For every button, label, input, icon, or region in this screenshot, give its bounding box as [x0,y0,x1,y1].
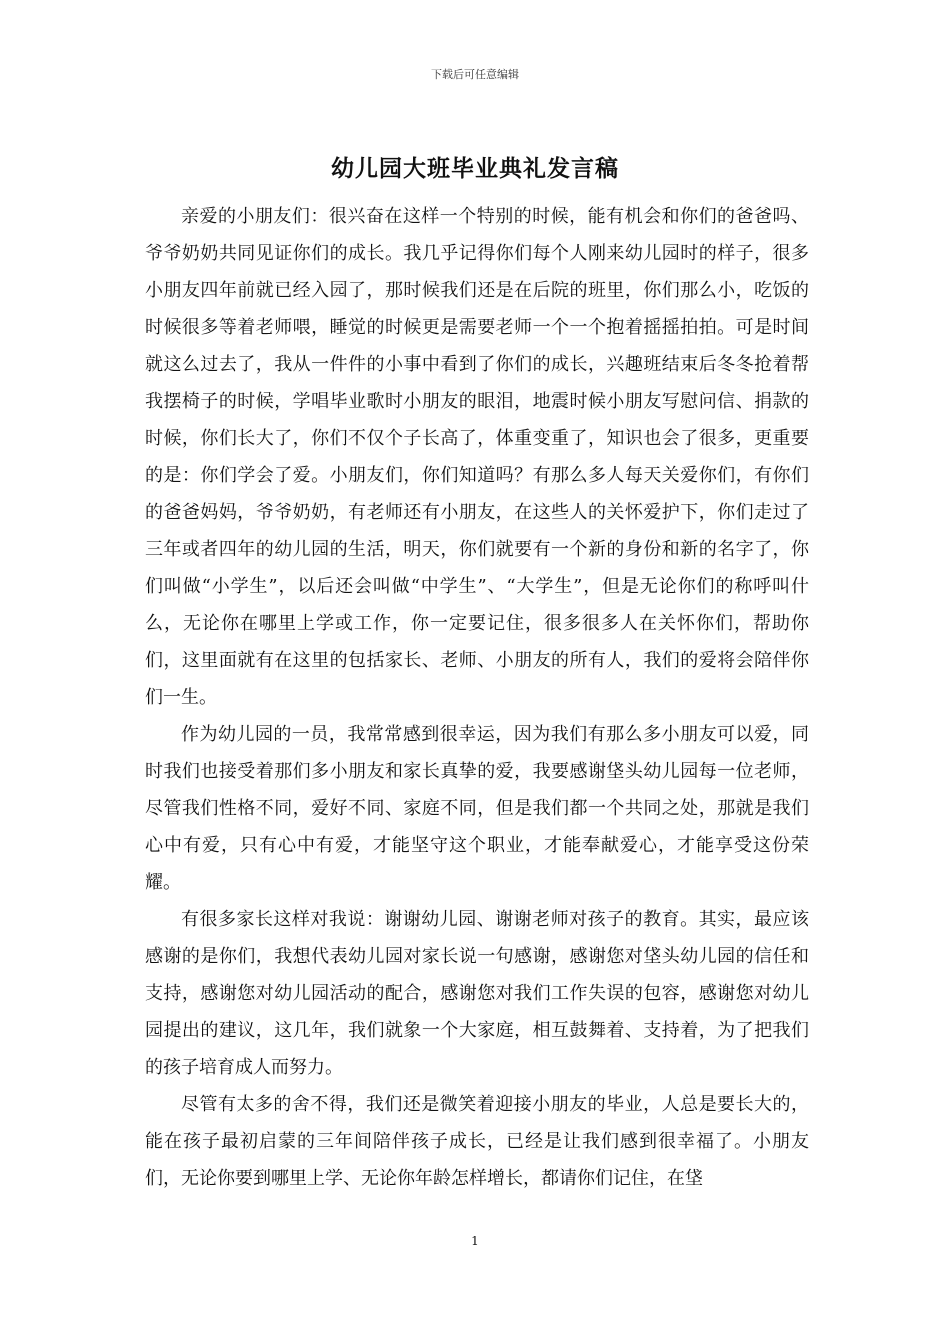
paragraph-3: 有很多家长这样对我说：谢谢幼儿园、谢谢老师对孩子的教育。其实，最应该感谢的是你们，我想代表幼儿园对家长说一句感谢，感谢您对垡头幼儿园的信任和支持，感谢您对幼儿园活动的配合，感谢您对我们工作失误的包容，感谢您对幼儿园提出的建议，这几年，我们就象一个大家庭，相互鼓舞着、支持着，为了把我们的孩子培育成人而努力。 [145,909,809,1078]
document-title: 幼儿园大班毕业典礼发言稿 [331,155,619,182]
paragraph-1: 亲爱的小朋友们：很兴奋在这样一个特别的时候，能有机会和你们的爸爸吗、爷爷奶奶共同见证你们的成长。我几乎记得你们每个人刚来幼儿园时的样子，很多小朋友四年前就已经入园了，那时候我们还是在后院的班里，你们那么小，吃饭的时候很多等着老师喂，睡觉的时候更是需要老师一个一个抱着摇摇拍拍。可是时间就这么过去了，我从一件件的小事中看到了你们的成长，兴趣班结束后冬冬抢着帮我摆椅子的时候，学唱毕业歌时小朋友的眼泪，地震时候小朋友写慰问信、捐款的时候，你们长大了，你们不仅个子长高了，体重变重了，知识也会了很多，更重要的是：你们学会了爱。小朋友们，你们知道吗？有那么多人每天关爱你们，有你们的爸爸妈妈，爷爷奶奶，有老师还有小朋友，在这些人的关怀爱护下，你们走过了三年或者四年的幼儿园的生活，明天，你们就要有一个新的身份和新的名字了，你们叫做“小学生”，以后还会叫做“中学生”、“大学生”，但是无论你们的称呼叫什么，无论你在哪里上学或工作，你一定要记住，很多很多人在关怀你们，帮助你们，这里面就有在这里的包括家长、老师、小朋友的所有人，我们的爱将会陪伴你们一生。 [145,206,809,708]
page-number: 1 [471,1234,479,1248]
paragraph-2: 作为幼儿园的一员，我常常感到很幸运，因为我们有那么多小朋友可以爱，同时我们也接受着那们多小朋友和家长真挚的爱，我要感谢垡头幼儿园每一位老师，尽管我们性格不同，爱好不同、家庭不同，但是我们都一个共同之处，那就是我们心中有爱，只有心中有爱，才能坚守这个职业，才能奉献爱心，才能享受这份荣耀。 [145,724,809,893]
header-note: 下载后可任意编辑 [431,68,519,81]
document-body [145,198,809,1197]
paragraph-4: 尽管有太多的舍不得，我们还是微笑着迎接小朋友的毕业，人总是要长大的，能在孩子最初启蒙的三年间陪伴孩子成长，已经是让我们感到很幸福了。小朋友们，无论你要到哪里上学、无论你年龄怎样增长，都请你们记住，在垡 [145,1094,809,1189]
